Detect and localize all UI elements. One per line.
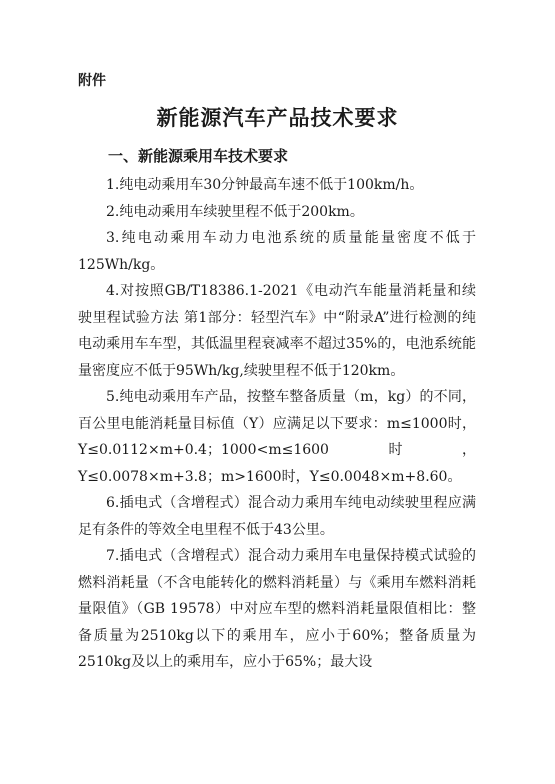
paragraph-6: 6.插电式（含增程式）混合动力乘用车纯电动续驶里程应满足有条件的等效全电里程不低于43公里。 [78,495,476,538]
page-title: 新能源汽车产品技术要求 [156,105,399,130]
paragraph-1: 1.纯电动乘用车30分钟最高车速不低于100km/h。 [106,177,424,193]
paragraph-5: 5.纯电动乘用车产品，按整车整备质量（m，kg）的不同，百公里电能消耗量目标值（Y）应满足以下要求：m≤1000时，Y≤0.0112×m+0.4；1000<m≤1600时，Y≤0.0078×m+3.8；m>1600时，Y≤0.0048×m+8.60。 [78,389,476,485]
paragraph-4: 4.对按照GB/T18386.1-2021《电动汽车能量消耗量和续驶里程试验方法 第1部分：轻型汽车》中“附录A”进行检测的纯电动乘用车车型，其低温里程衰减率不超过35%的，电池系统能量密度应不低于95Wh/kg,续驶里程不低于120km。 [78,283,476,379]
paragraph-7: 7.插电式（含增程式）混合动力乘用车电量保持模式试验的燃料消耗量（不含电能转化的燃料消耗量）与《乘用车燃料消耗量限值》（GB 19578）中对应车型的燃料消耗量限值相比：整备质量为2510kg以下的乘用车，应小于60%；整备质量为2510kg及以上的乘用车，应小于65%；最大设 [78,548,476,670]
attachment-label: 附件 [78,73,106,89]
paragraph-3: 3.纯电动乘用车动力电池系统的质量能量密度不低于125Wh/kg。 [78,230,476,273]
document-body [78,172,476,676]
section-heading: 一、新能源乘用车技术要求 [108,147,289,165]
paragraph-2: 2.纯电动乘用车续驶里程不低于200km。 [106,203,364,220]
